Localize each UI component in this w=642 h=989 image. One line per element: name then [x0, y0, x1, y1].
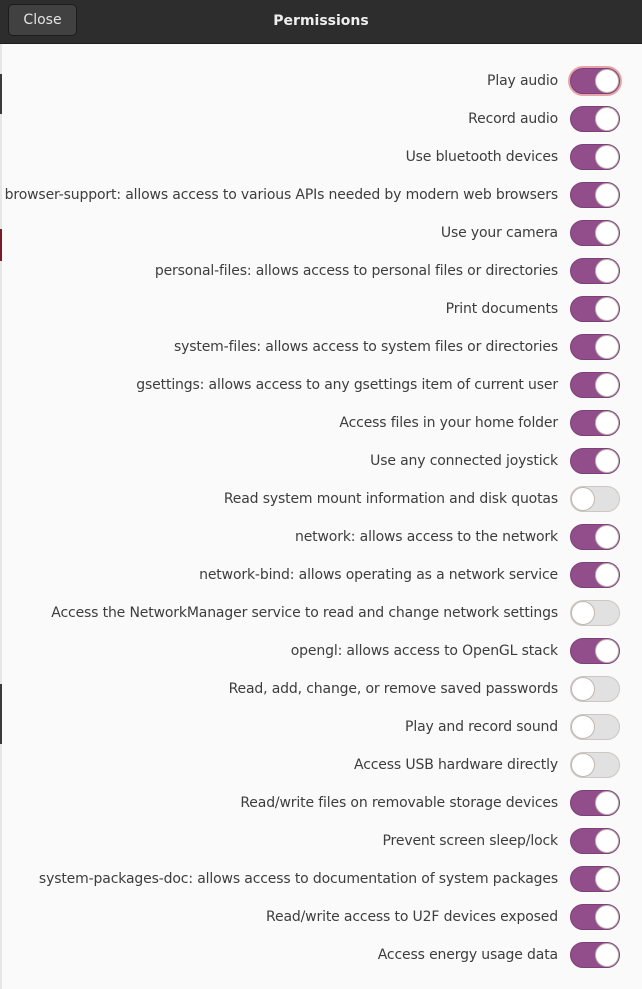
dialog-title: Permissions [273, 13, 369, 29]
toggle-knob [595, 259, 619, 283]
permission-toggle-switch[interactable] [570, 600, 620, 626]
permission-row [0, 366, 642, 404]
permission-row [0, 708, 642, 746]
permission-toggle-switch[interactable] [570, 790, 620, 816]
toggle-knob [595, 183, 619, 207]
permission-label: Read system mount information and disk quotas [223, 491, 558, 507]
toggle-knob [595, 69, 619, 93]
permission-label: Use bluetooth devices [405, 149, 558, 165]
permission-row [0, 138, 642, 176]
permission-row [0, 214, 642, 252]
toggle-knob [595, 411, 619, 435]
toggle-knob [595, 829, 619, 853]
permission-row [0, 936, 642, 974]
toggle-knob [595, 791, 619, 815]
permission-toggle-switch[interactable] [570, 410, 620, 436]
permission-toggle-switch[interactable] [570, 638, 620, 664]
toggle-knob [571, 487, 595, 511]
toggle-knob [595, 335, 619, 359]
toggle-knob [595, 449, 619, 473]
permission-toggle-switch[interactable] [570, 448, 620, 474]
permission-toggle-switch[interactable] [570, 676, 620, 702]
permission-toggle-switch[interactable] [570, 942, 620, 968]
permission-toggle-switch[interactable] [570, 258, 620, 284]
permission-label: Read/write files on removable storage devices [240, 795, 558, 811]
permission-toggle-switch[interactable] [570, 904, 620, 930]
permission-row [0, 898, 642, 936]
permission-label: network-bind: allows operating as a network service [199, 567, 558, 583]
permission-row [0, 442, 642, 480]
permission-toggle-switch[interactable] [570, 68, 620, 94]
permission-toggle-switch[interactable] [570, 372, 620, 398]
permission-row [0, 784, 642, 822]
permission-toggle-switch[interactable] [570, 828, 620, 854]
permission-list [0, 62, 642, 974]
toggle-knob [595, 525, 619, 549]
permission-row [0, 860, 642, 898]
permission-label: system-files: allows access to system files or directories [173, 339, 558, 355]
permission-toggle-switch[interactable] [570, 106, 620, 132]
permission-label: Read, add, change, or remove saved passwords [228, 681, 558, 697]
permission-label: Print documents [445, 301, 558, 317]
permission-row [0, 62, 642, 100]
permission-row [0, 632, 642, 670]
toggle-knob [595, 297, 619, 321]
toggle-knob [595, 905, 619, 929]
permission-row [0, 100, 642, 138]
toggle-knob [595, 373, 619, 397]
toggle-knob [595, 943, 619, 967]
permission-label: Access energy usage data [377, 947, 558, 963]
permission-label: Access USB hardware directly [354, 757, 558, 773]
permission-toggle-switch[interactable] [570, 334, 620, 360]
toggle-knob [595, 107, 619, 131]
permission-label: network: allows access to the network [294, 529, 558, 545]
permission-label: browser-support: allows access to various APIs needed by modern web browsers [4, 187, 558, 203]
permission-label: Use any connected joystick [370, 453, 558, 469]
permission-row [0, 252, 642, 290]
toggle-knob [571, 753, 595, 777]
permission-toggle-switch[interactable] [570, 562, 620, 588]
permission-label: Access the NetworkManager service to read and change network settings [51, 605, 558, 621]
toggle-knob [595, 563, 619, 587]
toggle-knob [571, 601, 595, 625]
permission-toggle-switch[interactable] [570, 486, 620, 512]
toggle-knob [595, 639, 619, 663]
permission-row [0, 480, 642, 518]
permission-label: system-packages-doc: allows access to documentation of system packages [38, 871, 558, 887]
permission-label: Use your camera [440, 225, 558, 241]
permission-toggle-switch[interactable] [570, 524, 620, 550]
permission-row [0, 518, 642, 556]
permission-label: personal-files: allows access to personal files or directories [154, 263, 558, 279]
toggle-knob [595, 221, 619, 245]
permission-label: Access files in your home folder [339, 415, 558, 431]
permission-toggle-switch[interactable] [570, 296, 620, 322]
permission-label: Play audio [487, 73, 558, 89]
permission-row [0, 556, 642, 594]
permission-toggle-switch[interactable] [570, 144, 620, 170]
permission-label: Prevent screen sleep/lock [382, 833, 558, 849]
permission-row [0, 176, 642, 214]
permission-row [0, 670, 642, 708]
permission-toggle-switch[interactable] [570, 220, 620, 246]
permission-row [0, 290, 642, 328]
permission-row [0, 328, 642, 366]
permission-toggle-switch[interactable] [570, 866, 620, 892]
permission-label: gsettings: allows access to any gsettings item of current user [136, 377, 558, 393]
permission-toggle-switch[interactable] [570, 752, 620, 778]
permission-row [0, 404, 642, 442]
toggle-knob [571, 715, 595, 739]
permission-label: opengl: allows access to OpenGL stack [290, 643, 558, 659]
permission-toggle-switch[interactable] [570, 714, 620, 740]
toggle-knob [595, 145, 619, 169]
toggle-knob [595, 867, 619, 891]
permission-row [0, 746, 642, 784]
permission-row [0, 822, 642, 860]
permission-row [0, 594, 642, 632]
permission-label: Record audio [468, 111, 558, 127]
permission-toggle-switch[interactable] [570, 182, 620, 208]
permission-label: Read/write access to U2F devices exposed [266, 909, 558, 925]
header-bar [0, 0, 642, 44]
permission-label: Play and record sound [405, 719, 558, 735]
close-button[interactable]: Close [8, 4, 77, 36]
toggle-knob [571, 677, 595, 701]
